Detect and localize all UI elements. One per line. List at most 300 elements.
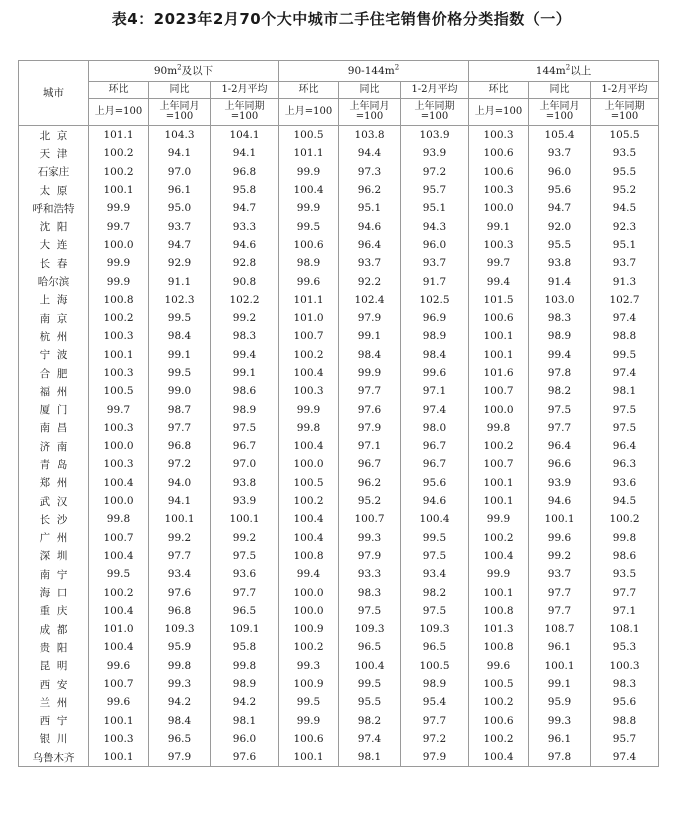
- avg-cell: 102.2: [211, 291, 279, 309]
- yoy-cell: 96.0: [529, 163, 591, 181]
- yoy-cell: 97.9: [339, 419, 401, 437]
- yoy-header: 同比: [339, 82, 401, 99]
- group-header-small: $90m^2$及以下: [89, 61, 279, 82]
- yoy-cell: 95.5: [339, 693, 401, 711]
- mom-cell: 100.7: [279, 327, 339, 345]
- city-cell: 长 春: [19, 254, 89, 272]
- mom-cell: 100.2: [89, 583, 149, 601]
- yoy-cell: 98.3: [529, 309, 591, 327]
- yoy-cell: 99.5: [149, 309, 211, 327]
- avg-cell: 97.2: [401, 730, 469, 748]
- mom-cell: 100.6: [469, 712, 529, 730]
- yoy-cell: 97.7: [529, 583, 591, 601]
- yoy-cell: 102.4: [339, 291, 401, 309]
- yoy-cell: 99.4: [529, 346, 591, 364]
- avg-cell: 95.1: [401, 199, 469, 217]
- mom-cell: 100.7: [89, 529, 149, 547]
- yoy-cell: 104.3: [149, 126, 211, 145]
- avg-header: 1-2月平均: [401, 82, 469, 99]
- mom-cell: 100.4: [89, 474, 149, 492]
- avg-cell: 109.3: [401, 620, 469, 638]
- yoy-cell: 97.6: [149, 583, 211, 601]
- yoy-cell: 109.3: [149, 620, 211, 638]
- yoy-cell: 97.6: [339, 400, 401, 418]
- yoy-cell: 95.1: [339, 199, 401, 217]
- avg-cell: 99.8: [211, 657, 279, 675]
- yoy-cell: 100.1: [529, 657, 591, 675]
- mom-cell: 100.2: [279, 492, 339, 510]
- yoy-cell: 93.7: [529, 144, 591, 162]
- table-row: [19, 400, 659, 418]
- yoy-cell: 96.6: [529, 455, 591, 473]
- avg-cell: 91.7: [401, 272, 469, 290]
- avg-cell: 98.9: [401, 327, 469, 345]
- avg-cell: 105.5: [591, 126, 659, 145]
- avg-cell: 94.5: [591, 492, 659, 510]
- yoy-cell: 96.4: [529, 437, 591, 455]
- city-cell: 福 州: [19, 382, 89, 400]
- avg-cell: 100.2: [591, 510, 659, 528]
- avg-cell: 94.6: [401, 492, 469, 510]
- yoy-cell: 97.1: [339, 437, 401, 455]
- avg-cell: 98.2: [401, 583, 469, 601]
- avg-cell: 93.8: [211, 474, 279, 492]
- table-row: [19, 602, 659, 620]
- avg-cell: 98.1: [591, 382, 659, 400]
- yoy-cell: 99.8: [149, 657, 211, 675]
- avg-cell: 97.5: [211, 419, 279, 437]
- avg-cell: 103.9: [401, 126, 469, 145]
- avg-cell: 95.1: [591, 236, 659, 254]
- table-row: [19, 291, 659, 309]
- mom-cell: 99.4: [279, 565, 339, 583]
- mom-cell: 100.2: [469, 693, 529, 711]
- mom-cell: 100.2: [469, 529, 529, 547]
- avg-cell: 98.6: [591, 547, 659, 565]
- avg-cell: 108.1: [591, 620, 659, 638]
- mom-cell: 99.9: [89, 199, 149, 217]
- yoy-cell: 96.2: [339, 181, 401, 199]
- avg-cell: 104.1: [211, 126, 279, 145]
- city-cell: 宁 波: [19, 346, 89, 364]
- avg-cell: 93.5: [591, 144, 659, 162]
- avg-cell: 109.1: [211, 620, 279, 638]
- city-cell: 上 海: [19, 291, 89, 309]
- avg-header: 1-2月平均: [211, 82, 279, 99]
- yoy-cell: 94.7: [529, 199, 591, 217]
- mom-cell: 101.1: [89, 126, 149, 145]
- mom-cell: 99.9: [279, 163, 339, 181]
- mom-cell: 99.9: [279, 712, 339, 730]
- base-mom: 上月=100: [469, 99, 529, 126]
- yoy-cell: 99.2: [149, 529, 211, 547]
- mom-cell: 101.1: [279, 144, 339, 162]
- mom-cell: 101.5: [469, 291, 529, 309]
- mom-cell: 100.3: [469, 236, 529, 254]
- mom-cell: 99.9: [89, 254, 149, 272]
- city-cell: 郑 州: [19, 474, 89, 492]
- mom-cell: 100.4: [279, 364, 339, 382]
- table-row: [19, 565, 659, 583]
- mom-header: 环比: [469, 82, 529, 99]
- avg-cell: 98.9: [211, 400, 279, 418]
- yoy-cell: 94.0: [149, 474, 211, 492]
- mom-cell: 99.9: [469, 510, 529, 528]
- avg-cell: 98.9: [401, 675, 469, 693]
- mom-cell: 99.9: [89, 272, 149, 290]
- mom-cell: 100.0: [89, 492, 149, 510]
- yoy-cell: 96.1: [529, 730, 591, 748]
- yoy-cell: 97.8: [529, 748, 591, 767]
- mom-cell: 100.1: [469, 492, 529, 510]
- yoy-cell: 96.5: [149, 730, 211, 748]
- yoy-cell: 93.8: [529, 254, 591, 272]
- yoy-cell: 97.2: [149, 455, 211, 473]
- mom-cell: 99.6: [279, 272, 339, 290]
- avg-cell: 95.6: [591, 693, 659, 711]
- city-cell: 青 岛: [19, 455, 89, 473]
- avg-cell: 94.1: [211, 144, 279, 162]
- mom-cell: 101.3: [469, 620, 529, 638]
- avg-cell: 95.5: [591, 163, 659, 181]
- yoy-cell: 95.5: [529, 236, 591, 254]
- avg-cell: 95.6: [401, 474, 469, 492]
- mom-cell: 100.0: [279, 583, 339, 601]
- avg-cell: 93.5: [591, 565, 659, 583]
- mom-cell: 100.1: [89, 181, 149, 199]
- yoy-cell: 96.7: [339, 455, 401, 473]
- avg-cell: 97.5: [591, 419, 659, 437]
- avg-cell: 100.1: [211, 510, 279, 528]
- mom-cell: 100.3: [89, 730, 149, 748]
- city-header: 城市: [19, 61, 89, 126]
- mom-cell: 99.9: [279, 400, 339, 418]
- yoy-cell: 98.4: [149, 327, 211, 345]
- yoy-cell: 92.9: [149, 254, 211, 272]
- yoy-cell: 93.9: [529, 474, 591, 492]
- group-header-medium: $90-144m^2$: [279, 61, 469, 82]
- city-cell: 厦 门: [19, 400, 89, 418]
- yoy-header: 同比: [149, 82, 211, 99]
- table-row: [19, 510, 659, 528]
- city-cell: 昆 明: [19, 657, 89, 675]
- yoy-cell: 99.3: [339, 529, 401, 547]
- avg-cell: 95.4: [401, 693, 469, 711]
- yoy-cell: 100.1: [529, 510, 591, 528]
- table-row: [19, 382, 659, 400]
- city-cell: 呼和浩特: [19, 199, 89, 217]
- avg-cell: 102.7: [591, 291, 659, 309]
- yoy-cell: 97.5: [529, 400, 591, 418]
- avg-cell: 96.0: [211, 730, 279, 748]
- avg-cell: 97.7: [591, 583, 659, 601]
- yoy-cell: 96.4: [339, 236, 401, 254]
- avg-cell: 97.4: [591, 364, 659, 382]
- mom-cell: 99.5: [279, 217, 339, 235]
- avg-cell: 93.9: [211, 492, 279, 510]
- yoy-cell: 97.9: [149, 748, 211, 767]
- avg-cell: 96.7: [401, 437, 469, 455]
- mom-cell: 100.0: [279, 455, 339, 473]
- mom-cell: 100.8: [469, 638, 529, 656]
- yoy-cell: 108.7: [529, 620, 591, 638]
- mom-cell: 100.3: [469, 181, 529, 199]
- yoy-cell: 94.7: [149, 236, 211, 254]
- yoy-cell: 94.1: [149, 492, 211, 510]
- avg-cell: 99.8: [591, 529, 659, 547]
- avg-cell: 96.8: [211, 163, 279, 181]
- yoy-cell: 99.2: [529, 547, 591, 565]
- mom-cell: 100.2: [89, 309, 149, 327]
- yoy-cell: 97.7: [339, 382, 401, 400]
- city-cell: 兰 州: [19, 693, 89, 711]
- mom-cell: 100.1: [469, 327, 529, 345]
- table-row: [19, 163, 659, 181]
- yoy-cell: 93.3: [339, 565, 401, 583]
- yoy-cell: 95.2: [339, 492, 401, 510]
- mom-cell: 100.3: [469, 126, 529, 145]
- base-yoy: 上年同月=100: [529, 99, 591, 126]
- avg-cell: 94.3: [401, 217, 469, 235]
- mom-header: 环比: [89, 82, 149, 99]
- mom-cell: 100.4: [89, 547, 149, 565]
- city-cell: 重 庆: [19, 602, 89, 620]
- avg-cell: 98.9: [211, 675, 279, 693]
- yoy-cell: 99.1: [339, 327, 401, 345]
- city-cell: 西 安: [19, 675, 89, 693]
- avg-cell: 95.2: [591, 181, 659, 199]
- avg-cell: 99.1: [211, 364, 279, 382]
- avg-cell: 92.8: [211, 254, 279, 272]
- base-mom: 上月=100: [89, 99, 149, 126]
- avg-cell: 97.4: [591, 748, 659, 767]
- city-cell: 广 州: [19, 529, 89, 547]
- avg-cell: 93.7: [401, 254, 469, 272]
- yoy-cell: 97.0: [149, 163, 211, 181]
- table-row: [19, 529, 659, 547]
- avg-cell: 97.2: [401, 163, 469, 181]
- yoy-cell: 96.1: [529, 638, 591, 656]
- table-body: [19, 126, 659, 767]
- yoy-header: 同比: [529, 82, 591, 99]
- avg-cell: 98.6: [211, 382, 279, 400]
- mom-cell: 99.3: [279, 657, 339, 675]
- mom-cell: 101.6: [469, 364, 529, 382]
- mom-cell: 100.1: [89, 712, 149, 730]
- yoy-cell: 99.5: [149, 364, 211, 382]
- table-row: [19, 748, 659, 767]
- city-cell: 成 都: [19, 620, 89, 638]
- mom-cell: 100.2: [89, 144, 149, 162]
- city-cell: 沈 阳: [19, 217, 89, 235]
- mom-cell: 100.1: [469, 474, 529, 492]
- mom-cell: 100.1: [469, 346, 529, 364]
- mom-cell: 100.6: [469, 309, 529, 327]
- mom-cell: 100.4: [279, 437, 339, 455]
- city-cell: 大 连: [19, 236, 89, 254]
- mom-cell: 99.7: [89, 400, 149, 418]
- city-cell: 太 原: [19, 181, 89, 199]
- mom-cell: 100.0: [469, 400, 529, 418]
- mom-cell: 100.0: [89, 437, 149, 455]
- city-cell: 南 昌: [19, 419, 89, 437]
- yoy-cell: 99.1: [529, 675, 591, 693]
- table-row: [19, 199, 659, 217]
- yoy-cell: 98.4: [149, 712, 211, 730]
- city-cell: 南 宁: [19, 565, 89, 583]
- avg-cell: 93.3: [211, 217, 279, 235]
- yoy-cell: 99.9: [339, 364, 401, 382]
- avg-cell: 100.5: [401, 657, 469, 675]
- mom-cell: 99.6: [89, 657, 149, 675]
- table-row: [19, 346, 659, 364]
- mom-cell: 100.9: [279, 675, 339, 693]
- yoy-cell: 96.8: [149, 602, 211, 620]
- city-cell: 银 川: [19, 730, 89, 748]
- mom-cell: 100.6: [279, 730, 339, 748]
- yoy-cell: 98.4: [339, 346, 401, 364]
- table-row: [19, 657, 659, 675]
- yoy-cell: 95.0: [149, 199, 211, 217]
- mom-cell: 99.1: [469, 217, 529, 235]
- mom-cell: 99.7: [469, 254, 529, 272]
- mom-cell: 100.4: [469, 748, 529, 767]
- mom-cell: 100.6: [279, 236, 339, 254]
- yoy-cell: 103.0: [529, 291, 591, 309]
- mom-cell: 100.5: [469, 675, 529, 693]
- mom-cell: 100.1: [89, 748, 149, 767]
- avg-cell: 93.6: [211, 565, 279, 583]
- table-row: [19, 309, 659, 327]
- table-row: [19, 254, 659, 272]
- yoy-cell: 93.7: [339, 254, 401, 272]
- avg-cell: 99.2: [211, 529, 279, 547]
- table-row: [19, 217, 659, 235]
- city-cell: 海 口: [19, 583, 89, 601]
- avg-cell: 96.0: [401, 236, 469, 254]
- avg-cell: 102.5: [401, 291, 469, 309]
- avg-cell: 96.5: [401, 638, 469, 656]
- mom-cell: 100.3: [89, 364, 149, 382]
- avg-cell: 100.3: [591, 657, 659, 675]
- yoy-cell: 94.1: [149, 144, 211, 162]
- mom-cell: 100.4: [89, 638, 149, 656]
- table-row: [19, 583, 659, 601]
- yoy-cell: 98.7: [149, 400, 211, 418]
- mom-cell: 100.0: [89, 236, 149, 254]
- avg-cell: 96.4: [591, 437, 659, 455]
- yoy-cell: 93.4: [149, 565, 211, 583]
- table-row: [19, 236, 659, 254]
- avg-cell: 95.8: [211, 638, 279, 656]
- mom-cell: 99.6: [469, 657, 529, 675]
- yoy-cell: 97.9: [339, 547, 401, 565]
- avg-cell: 98.8: [591, 712, 659, 730]
- yoy-cell: 95.9: [529, 693, 591, 711]
- mom-cell: 100.0: [469, 199, 529, 217]
- mom-cell: 100.5: [279, 474, 339, 492]
- yoy-cell: 97.9: [339, 309, 401, 327]
- city-cell: 西 宁: [19, 712, 89, 730]
- avg-cell: 96.5: [211, 602, 279, 620]
- avg-cell: 96.7: [211, 437, 279, 455]
- yoy-cell: 99.5: [339, 675, 401, 693]
- yoy-cell: 93.7: [529, 565, 591, 583]
- yoy-cell: 94.6: [339, 217, 401, 235]
- avg-cell: 97.5: [591, 400, 659, 418]
- mom-cell: 100.4: [279, 181, 339, 199]
- avg-cell: 97.1: [401, 382, 469, 400]
- yoy-cell: 97.5: [339, 602, 401, 620]
- avg-cell: 97.4: [591, 309, 659, 327]
- yoy-cell: 100.4: [339, 657, 401, 675]
- avg-cell: 93.9: [401, 144, 469, 162]
- table-row: [19, 638, 659, 656]
- yoy-cell: 109.3: [339, 620, 401, 638]
- city-cell: 贵 阳: [19, 638, 89, 656]
- mom-cell: 100.9: [279, 620, 339, 638]
- mom-cell: 100.7: [469, 382, 529, 400]
- mom-cell: 99.8: [89, 510, 149, 528]
- yoy-cell: 97.7: [529, 419, 591, 437]
- avg-cell: 91.3: [591, 272, 659, 290]
- table-row: [19, 730, 659, 748]
- yoy-cell: 96.5: [339, 638, 401, 656]
- table-row: [19, 437, 659, 455]
- avg-cell: 99.5: [591, 346, 659, 364]
- city-cell: 天 津: [19, 144, 89, 162]
- city-cell: 乌鲁木齐: [19, 748, 89, 767]
- city-cell: 济 南: [19, 437, 89, 455]
- mom-cell: 99.4: [469, 272, 529, 290]
- mom-cell: 100.2: [469, 730, 529, 748]
- mom-cell: 100.8: [279, 547, 339, 565]
- mom-cell: 100.5: [279, 126, 339, 145]
- avg-cell: 90.8: [211, 272, 279, 290]
- avg-cell: 98.1: [211, 712, 279, 730]
- mom-cell: 99.6: [89, 693, 149, 711]
- avg-cell: 94.7: [211, 199, 279, 217]
- yoy-cell: 98.3: [339, 583, 401, 601]
- avg-cell: 99.5: [401, 529, 469, 547]
- avg-cell: 93.7: [591, 254, 659, 272]
- yoy-cell: 99.0: [149, 382, 211, 400]
- mom-cell: 99.7: [89, 217, 149, 235]
- mom-cell: 100.4: [279, 510, 339, 528]
- mom-cell: 100.8: [469, 602, 529, 620]
- mom-cell: 101.0: [279, 309, 339, 327]
- yoy-cell: 99.3: [149, 675, 211, 693]
- mom-cell: 100.4: [279, 529, 339, 547]
- yoy-cell: 98.9: [529, 327, 591, 345]
- city-cell: 合 肥: [19, 364, 89, 382]
- city-cell: 南 京: [19, 309, 89, 327]
- table-row: [19, 547, 659, 565]
- yoy-cell: 94.2: [149, 693, 211, 711]
- city-cell: 哈尔滨: [19, 272, 89, 290]
- group-header-large: $144m^2$以上: [469, 61, 659, 82]
- mom-cell: 98.9: [279, 254, 339, 272]
- table-row: [19, 272, 659, 290]
- yoy-cell: 91.1: [149, 272, 211, 290]
- avg-cell: 97.9: [401, 748, 469, 767]
- mom-cell: 100.1: [279, 748, 339, 767]
- table-row: [19, 620, 659, 638]
- table-header: [19, 61, 659, 126]
- mom-cell: 99.9: [279, 199, 339, 217]
- mom-cell: 99.8: [279, 419, 339, 437]
- avg-cell: 98.3: [591, 675, 659, 693]
